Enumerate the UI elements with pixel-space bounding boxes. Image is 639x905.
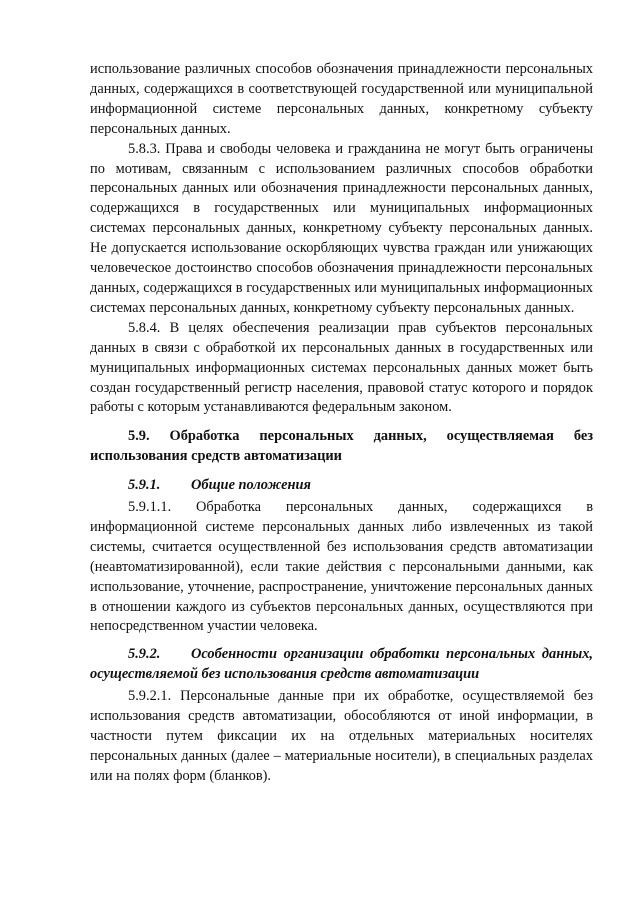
subsection-number-5-9-1: 5.9.1. <box>128 477 161 494</box>
paragraph-continuation: использование различных способов обозначения принадлежности персональных данных, содержащихся в соответствующей государственной или муниципальной информационной системе персональных данных, конкретному субъекту персональных данных. <box>90 61 593 137</box>
subsection-heading-5-9-1 <box>90 476 593 496</box>
section-heading-5-9: 5.9. Обработка персональных данных, осуществляемая без использования средств автоматизации <box>90 428 593 465</box>
paragraph-5-9-2-1: 5.9.2.1. Персональные данные при их обработке, осуществляемой без использования средств автоматизации, обособляются от иной информации, в частности путем фиксации их на отдельных материальных носителях персональных данных (далее – материальные носители), в специальных разделах или на полях форм (бланков). <box>90 688 593 784</box>
document-page <box>90 60 593 787</box>
paragraph-5-8-4: 5.8.4. В целях обеспечения реализации прав субъектов персональных данных в связи с обработкой их персональных данных в государственных или муниципальных информационных системах персональных данных может быть создан государственный регистр населения, правовой статус которого и порядок работы с которым устанавливаются федеральным законом. <box>90 319 593 416</box>
subsection-title-5-9-1: Общие положения <box>191 477 311 494</box>
paragraph-5-8-3: 5.8.3. Права и свободы человека и гражданина не могут быть ограничены по мотивам, связанным с использованием различных способов обработки персональных данных или обозначения принадлежности персональных данных, содержащихся в государственных или муниципальных информационных системах персональных данных, конкретному субъекту персональных данных. Не допускается использование оскорбляющих чувства граждан или унижающих человеческое достоинство способов обозначения принадлежности персональных данных, содержащихся в государственных или муниципальных информационных системах персональных данных, конкретному субъекту персональных данных. <box>90 140 593 316</box>
subsection-heading-5-9-2 <box>90 645 593 685</box>
subsection-title-5-9-2: Особенности организации обработки персональных данных, осуществляемой без использования средств автоматизации <box>90 646 593 683</box>
subsection-number-5-9-2: 5.9.2. <box>128 646 161 663</box>
paragraph-5-9-1-1: 5.9.1.1. Обработка персональных данных, содержащихся в информационной системе персональных данных либо извлеченных из такой системы, считается осуществленной без использования средств автоматизации (неавтоматизированной), если такие действия с персональными данными, как использование, уточнение, распространение, уничтожение персональных данных в отношении каждого из субъектов персональных данных, осуществляются при непосредственном участии человека. <box>90 499 593 635</box>
